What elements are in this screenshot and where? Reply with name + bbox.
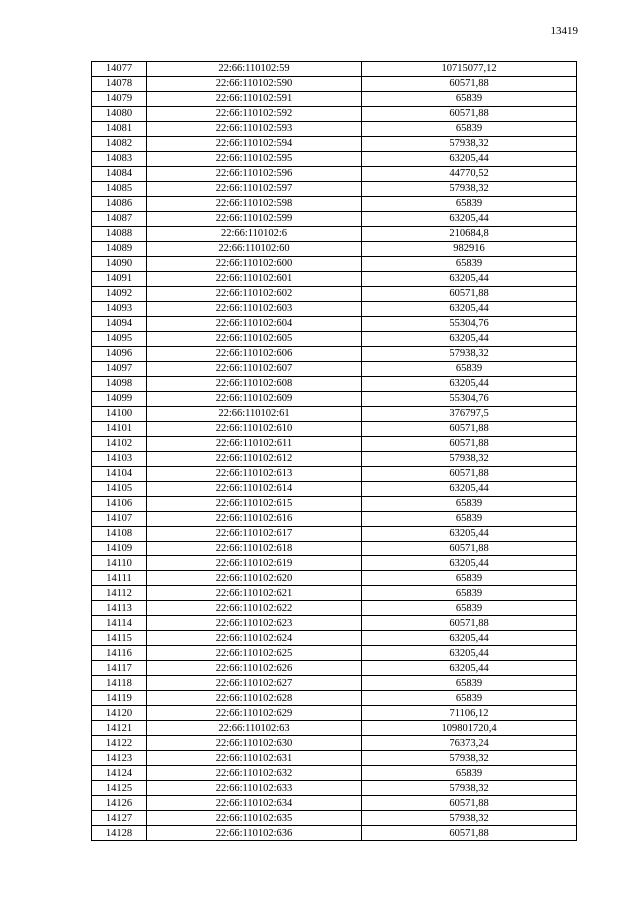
table-row xyxy=(92,811,577,826)
cadastral-number-cell: 22:66:110102:629 xyxy=(147,706,362,721)
table-row xyxy=(92,631,577,646)
row-number-cell: 14077 xyxy=(92,62,147,77)
value-cell: 44770,52 xyxy=(362,166,577,181)
value-cell: 65839 xyxy=(362,496,577,511)
row-number-cell: 14114 xyxy=(92,616,147,631)
cadastral-number-cell: 22:66:110102:594 xyxy=(147,136,362,151)
row-number-cell: 14097 xyxy=(92,361,147,376)
cadastral-number-cell: 22:66:110102:593 xyxy=(147,121,362,136)
cadastral-number-cell: 22:66:110102:633 xyxy=(147,781,362,796)
cadastral-number-cell: 22:66:110102:623 xyxy=(147,616,362,631)
row-number-cell: 14125 xyxy=(92,781,147,796)
cadastral-number-cell: 22:66:110102:596 xyxy=(147,166,362,181)
table-row xyxy=(92,91,577,106)
row-number-cell: 14079 xyxy=(92,91,147,106)
cadastral-number-cell: 22:66:110102:636 xyxy=(147,826,362,841)
cadastral-number-cell: 22:66:110102:607 xyxy=(147,361,362,376)
value-cell: 60571,88 xyxy=(362,76,577,91)
value-cell: 65839 xyxy=(362,691,577,706)
cadastral-number-cell: 22:66:110102:6 xyxy=(147,226,362,241)
cadastral-number-cell: 22:66:110102:591 xyxy=(147,91,362,106)
row-number-cell: 14111 xyxy=(92,571,147,586)
table-row xyxy=(92,736,577,751)
table-row xyxy=(92,256,577,271)
value-cell: 65839 xyxy=(362,571,577,586)
value-cell: 57938,32 xyxy=(362,136,577,151)
value-cell: 63205,44 xyxy=(362,661,577,676)
cadastral-number-cell: 22:66:110102:606 xyxy=(147,346,362,361)
value-cell: 982916 xyxy=(362,241,577,256)
value-cell: 376797,5 xyxy=(362,406,577,421)
cadastral-number-cell: 22:66:110102:600 xyxy=(147,256,362,271)
cadastral-number-cell: 22:66:110102:590 xyxy=(147,76,362,91)
row-number-cell: 14128 xyxy=(92,826,147,841)
row-number-cell: 14094 xyxy=(92,316,147,331)
row-number-cell: 14119 xyxy=(92,691,147,706)
row-number-cell: 14084 xyxy=(92,166,147,181)
value-cell: 76373,24 xyxy=(362,736,577,751)
cadastral-number-cell: 22:66:110102:605 xyxy=(147,331,362,346)
table-row xyxy=(92,346,577,361)
value-cell: 65839 xyxy=(362,361,577,376)
cadastral-number-cell: 22:66:110102:624 xyxy=(147,631,362,646)
value-cell: 57938,32 xyxy=(362,811,577,826)
value-cell: 57938,32 xyxy=(362,451,577,466)
value-cell: 63205,44 xyxy=(362,331,577,346)
cadastral-number-cell: 22:66:110102:615 xyxy=(147,496,362,511)
value-cell: 57938,32 xyxy=(362,781,577,796)
table-row xyxy=(92,766,577,781)
cadastral-number-cell: 22:66:110102:60 xyxy=(147,241,362,256)
cadastral-number-cell: 22:66:110102:628 xyxy=(147,691,362,706)
row-number-cell: 14078 xyxy=(92,76,147,91)
row-number-cell: 14081 xyxy=(92,121,147,136)
value-cell: 63205,44 xyxy=(362,481,577,496)
row-number-cell: 14091 xyxy=(92,271,147,286)
value-cell: 63205,44 xyxy=(362,301,577,316)
table-row xyxy=(92,571,577,586)
cadastral-number-cell: 22:66:110102:61 xyxy=(147,406,362,421)
row-number-cell: 14110 xyxy=(92,556,147,571)
cadastral-number-cell: 22:66:110102:613 xyxy=(147,466,362,481)
value-cell: 65839 xyxy=(362,766,577,781)
value-cell: 63205,44 xyxy=(362,526,577,541)
cadastral-number-cell: 22:66:110102:604 xyxy=(147,316,362,331)
row-number-cell: 14127 xyxy=(92,811,147,826)
row-number-cell: 14108 xyxy=(92,526,147,541)
row-number-cell: 14103 xyxy=(92,451,147,466)
cadastral-number-cell: 22:66:110102:603 xyxy=(147,301,362,316)
table-row xyxy=(92,601,577,616)
table-row xyxy=(92,511,577,526)
value-cell: 57938,32 xyxy=(362,181,577,196)
value-cell: 60571,88 xyxy=(362,796,577,811)
table-row xyxy=(92,481,577,496)
table-row xyxy=(92,676,577,691)
row-number-cell: 14122 xyxy=(92,736,147,751)
value-cell: 60571,88 xyxy=(362,106,577,121)
cadastral-number-cell: 22:66:110102:602 xyxy=(147,286,362,301)
table-row xyxy=(92,586,577,601)
row-number-cell: 14124 xyxy=(92,766,147,781)
table-row xyxy=(92,181,577,196)
table-row xyxy=(92,121,577,136)
cadastral-number-cell: 22:66:110102:635 xyxy=(147,811,362,826)
row-number-cell: 14093 xyxy=(92,301,147,316)
cadastral-number-cell: 22:66:110102:609 xyxy=(147,391,362,406)
row-number-cell: 14109 xyxy=(92,541,147,556)
value-cell: 55304,76 xyxy=(362,391,577,406)
row-number-cell: 14123 xyxy=(92,751,147,766)
table-row xyxy=(92,286,577,301)
value-cell: 57938,32 xyxy=(362,751,577,766)
cadastral-number-cell: 22:66:110102:617 xyxy=(147,526,362,541)
cadastral-number-cell: 22:66:110102:618 xyxy=(147,541,362,556)
table-row xyxy=(92,62,577,77)
cadastral-number-cell: 22:66:110102:631 xyxy=(147,751,362,766)
table-row xyxy=(92,211,577,226)
value-cell: 63205,44 xyxy=(362,271,577,286)
table-row xyxy=(92,646,577,661)
value-cell: 210684,8 xyxy=(362,226,577,241)
cadastral-number-cell: 22:66:110102:597 xyxy=(147,181,362,196)
cadastral-number-cell: 22:66:110102:59 xyxy=(147,62,362,77)
value-cell: 60571,88 xyxy=(362,541,577,556)
value-cell: 60571,88 xyxy=(362,826,577,841)
row-number-cell: 14086 xyxy=(92,196,147,211)
value-cell: 65839 xyxy=(362,121,577,136)
row-number-cell: 14118 xyxy=(92,676,147,691)
row-number-cell: 14106 xyxy=(92,496,147,511)
table-row xyxy=(92,436,577,451)
value-cell: 60571,88 xyxy=(362,616,577,631)
table-row xyxy=(92,781,577,796)
cadastral-number-cell: 22:66:110102:621 xyxy=(147,586,362,601)
value-cell: 65839 xyxy=(362,601,577,616)
table-row xyxy=(92,106,577,121)
value-cell: 109801720,4 xyxy=(362,721,577,736)
row-number-cell: 14102 xyxy=(92,436,147,451)
value-cell: 63205,44 xyxy=(362,376,577,391)
table-row xyxy=(92,466,577,481)
table-row xyxy=(92,226,577,241)
table-row xyxy=(92,331,577,346)
table-row xyxy=(92,661,577,676)
table-row xyxy=(92,451,577,466)
value-cell: 63205,44 xyxy=(362,556,577,571)
table-row xyxy=(92,361,577,376)
value-cell: 63205,44 xyxy=(362,151,577,166)
value-cell: 60571,88 xyxy=(362,421,577,436)
cadastral-number-cell: 22:66:110102:632 xyxy=(147,766,362,781)
table-row xyxy=(92,826,577,841)
table-row xyxy=(92,136,577,151)
cadastral-number-cell: 22:66:110102:612 xyxy=(147,451,362,466)
table-row xyxy=(92,616,577,631)
cadastral-number-cell: 22:66:110102:598 xyxy=(147,196,362,211)
row-number-cell: 14101 xyxy=(92,421,147,436)
table-row xyxy=(92,166,577,181)
table-row xyxy=(92,301,577,316)
data-table xyxy=(91,61,577,841)
cadastral-number-cell: 22:66:110102:610 xyxy=(147,421,362,436)
table-row xyxy=(92,541,577,556)
cadastral-number-cell: 22:66:110102:620 xyxy=(147,571,362,586)
row-number-cell: 14098 xyxy=(92,376,147,391)
table-row xyxy=(92,751,577,766)
cadastral-number-cell: 22:66:110102:614 xyxy=(147,481,362,496)
table-row xyxy=(92,316,577,331)
table-row xyxy=(92,196,577,211)
page-number: 13419 xyxy=(550,25,578,37)
row-number-cell: 14095 xyxy=(92,331,147,346)
table-row xyxy=(92,406,577,421)
table-row xyxy=(92,421,577,436)
row-number-cell: 14120 xyxy=(92,706,147,721)
row-number-cell: 14089 xyxy=(92,241,147,256)
table-row xyxy=(92,721,577,736)
cadastral-number-cell: 22:66:110102:622 xyxy=(147,601,362,616)
row-number-cell: 14092 xyxy=(92,286,147,301)
row-number-cell: 14104 xyxy=(92,466,147,481)
row-number-cell: 14117 xyxy=(92,661,147,676)
cadastral-number-cell: 22:66:110102:601 xyxy=(147,271,362,286)
cadastral-number-cell: 22:66:110102:630 xyxy=(147,736,362,751)
row-number-cell: 14116 xyxy=(92,646,147,661)
table-row xyxy=(92,241,577,256)
value-cell: 63205,44 xyxy=(362,646,577,661)
cadastral-number-cell: 22:66:110102:592 xyxy=(147,106,362,121)
cadastral-number-cell: 22:66:110102:619 xyxy=(147,556,362,571)
cadastral-number-cell: 22:66:110102:627 xyxy=(147,676,362,691)
cadastral-number-cell: 22:66:110102:599 xyxy=(147,211,362,226)
row-number-cell: 14096 xyxy=(92,346,147,361)
row-number-cell: 14115 xyxy=(92,631,147,646)
row-number-cell: 14105 xyxy=(92,481,147,496)
value-cell: 60571,88 xyxy=(362,436,577,451)
value-cell: 63205,44 xyxy=(362,211,577,226)
value-cell: 65839 xyxy=(362,586,577,601)
row-number-cell: 14090 xyxy=(92,256,147,271)
cadastral-number-cell: 22:66:110102:611 xyxy=(147,436,362,451)
table-row xyxy=(92,496,577,511)
value-cell: 65839 xyxy=(362,196,577,211)
table-row xyxy=(92,391,577,406)
cadastral-number-cell: 22:66:110102:595 xyxy=(147,151,362,166)
value-cell: 10715077,12 xyxy=(362,62,577,77)
cadastral-number-cell: 22:66:110102:616 xyxy=(147,511,362,526)
value-cell: 71106,12 xyxy=(362,706,577,721)
value-cell: 57938,32 xyxy=(362,346,577,361)
table-row xyxy=(92,556,577,571)
row-number-cell: 14100 xyxy=(92,406,147,421)
table-row xyxy=(92,796,577,811)
cadastral-number-cell: 22:66:110102:625 xyxy=(147,646,362,661)
cadastral-number-cell: 22:66:110102:626 xyxy=(147,661,362,676)
value-cell: 60571,88 xyxy=(362,466,577,481)
table-row xyxy=(92,151,577,166)
table-row xyxy=(92,691,577,706)
value-cell: 65839 xyxy=(362,511,577,526)
row-number-cell: 14099 xyxy=(92,391,147,406)
cadastral-number-cell: 22:66:110102:608 xyxy=(147,376,362,391)
row-number-cell: 14087 xyxy=(92,211,147,226)
cadastral-number-cell: 22:66:110102:634 xyxy=(147,796,362,811)
value-cell: 65839 xyxy=(362,256,577,271)
row-number-cell: 14080 xyxy=(92,106,147,121)
table-row xyxy=(92,706,577,721)
value-cell: 65839 xyxy=(362,91,577,106)
row-number-cell: 14107 xyxy=(92,511,147,526)
row-number-cell: 14085 xyxy=(92,181,147,196)
table-row xyxy=(92,376,577,391)
row-number-cell: 14088 xyxy=(92,226,147,241)
row-number-cell: 14112 xyxy=(92,586,147,601)
table-row xyxy=(92,76,577,91)
value-cell: 63205,44 xyxy=(362,631,577,646)
row-number-cell: 14121 xyxy=(92,721,147,736)
row-number-cell: 14083 xyxy=(92,151,147,166)
value-cell: 55304,76 xyxy=(362,316,577,331)
table-row xyxy=(92,271,577,286)
row-number-cell: 14113 xyxy=(92,601,147,616)
table-body xyxy=(92,62,577,841)
value-cell: 60571,88 xyxy=(362,286,577,301)
table-row xyxy=(92,526,577,541)
row-number-cell: 14126 xyxy=(92,796,147,811)
value-cell: 65839 xyxy=(362,676,577,691)
cadastral-number-cell: 22:66:110102:63 xyxy=(147,721,362,736)
row-number-cell: 14082 xyxy=(92,136,147,151)
